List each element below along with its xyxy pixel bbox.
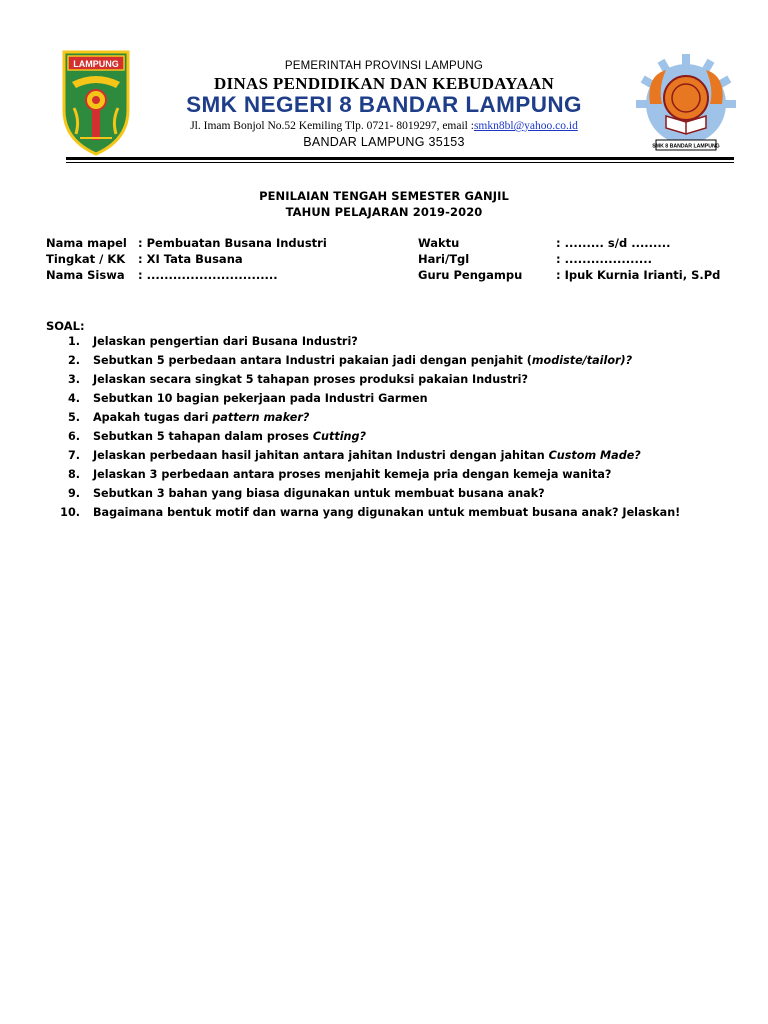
question-text: Sebutkan 5 tahapan dalam proses Cutting? [93,430,366,443]
question-number: 7. [67,449,80,462]
info-label: Guru Pengampu [418,268,523,282]
question-text: Apakah tugas dari pattern maker? [93,411,310,424]
emblem-ribbon-text: SMK 8 BANDAR LAMPUNG [652,143,720,150]
question-item [0,467,768,486]
question-number: 3. [67,373,80,386]
question-number: 6. [67,430,80,443]
question-item [0,372,768,391]
question-item [0,486,768,505]
question-item [0,410,768,429]
question-number: 9. [67,487,80,500]
question-number: 10. [60,506,80,519]
info-row [0,236,768,252]
letterhead-rule-thin [66,162,734,163]
info-value: : .............................. [138,268,278,282]
info-row [0,252,768,268]
question-number: 4. [67,392,80,405]
question-text: Sebutkan 3 bahan yang biasa digunakan untuk membuat busana anak? [93,487,545,500]
question-text: Jelaskan secara singkat 5 tahapan proses produksi pakaian Industri? [93,373,529,386]
info-label: Hari/Tgl [418,252,470,266]
question-number: 1. [67,335,80,348]
question-number: 5. [67,411,80,424]
school-city: BANDAR LAMPUNG 35153 [303,135,465,149]
smk-gear-logo [636,52,736,156]
question-text: Jelaskan perbedaan hasil jahitan antara jahitan Industri dengan jahitan Custom Made? [93,449,641,462]
letterhead [0,0,768,170]
shield-banner-text: LAMPUNG [73,59,119,69]
question-number: 8. [67,468,80,481]
exam-title [0,188,768,220]
info-value: : Pembuatan Busana Industri [138,236,327,250]
question-text: Sebutkan 10 bagian pekerjaan pada Industri Garmen [93,392,428,405]
info-value: : XI Tata Busana [138,252,243,266]
letterhead-rule-thick [66,157,734,160]
questions-heading: SOAL: [46,319,85,333]
info-label: Nama Siswa [46,268,125,282]
info-row [0,268,768,284]
question-text: Jelaskan pengertian dari Busana Industri? [93,335,358,348]
info-value: : Ipuk Kurnia Irianti, S.Pd [556,268,721,282]
email-link[interactable]: smkn8bl@yahoo.co.id [473,120,578,132]
question-item [0,353,768,372]
question-item [0,505,768,524]
question-item [0,391,768,410]
question-text: Bagaimana bentuk motif dan warna yang digunakan untuk membuat busana anak? Jelaskan! [93,506,681,519]
question-list [0,334,768,524]
address-text: Jl. Imam Bonjol No.52 Kemiling Tlp. 0721- 8019297, email : [190,120,474,132]
info-label: Nama mapel [46,236,127,250]
agency-name: DINAS PENDIDIKAN DAN KEBUDAYAAN [213,74,555,93]
question-item [0,429,768,448]
question-text: Sebutkan 5 perbedaan antara Industri pakaian jadi dengan penjahit (modiste/tailor)? [93,354,633,367]
question-number: 2. [67,354,80,367]
question-text: Jelaskan 3 perbedaan antara proses menjahit kemeja pria dengan kemeja wanita? [93,468,612,481]
exam-title-line1: PENILAIAN TENGAH SEMESTER GANJIL [259,189,509,203]
info-label: Waktu [418,236,460,250]
question-item [0,334,768,353]
province-name: PEMERINTAH PROVINSI LAMPUNG [284,60,484,72]
question-item [0,448,768,467]
info-value: : ......... s/d ......... [556,236,671,250]
info-label: Tingkat / KK [46,252,126,266]
school-name: SMK NEGERI 8 BANDAR LAMPUNG [186,92,582,117]
info-value: : .................... [556,252,652,266]
exam-title-line2: TAHUN PELAJARAN 2019-2020 [285,205,483,219]
